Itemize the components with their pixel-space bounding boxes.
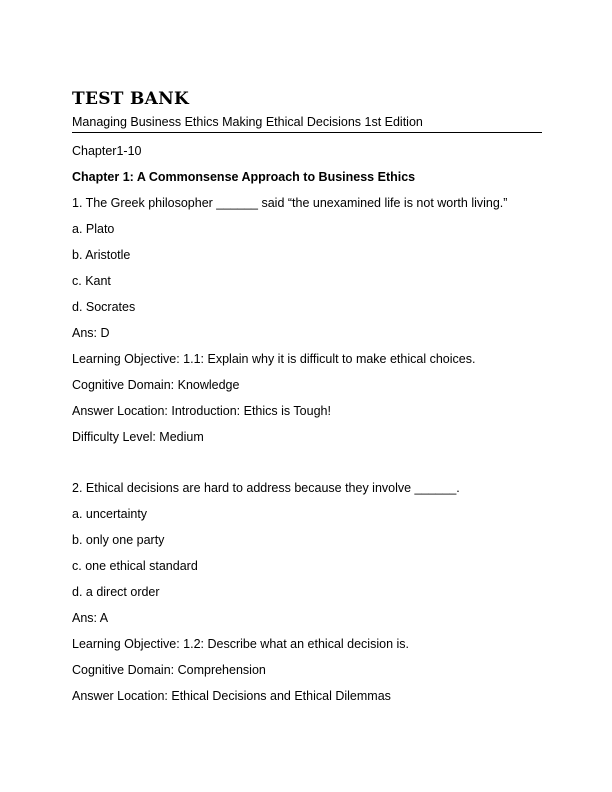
question-2-answer: Ans: A: [72, 611, 109, 625]
chapters-range: Chapter1-10: [72, 144, 142, 158]
document-subtitle: Managing Business Ethics Making Ethical Decisions 1st Edition: [72, 115, 423, 129]
question-2-option-a: a. uncertainty: [72, 507, 148, 521]
question-1-option-b: b. Aristotle: [72, 248, 131, 262]
question-1-option-d: d. Socrates: [72, 300, 136, 314]
question-1-answer: Ans: D: [72, 326, 110, 340]
question-1-option-c: c. Kant: [72, 274, 111, 288]
document-page: [72, 88, 542, 703]
question-2-answer-location: Answer Location: Ethical Decisions and Ethical Dilemmas: [72, 689, 391, 703]
chapter-heading: Chapter 1: A Commonsense Approach to Business Ethics: [72, 170, 416, 184]
title-rule: [72, 132, 542, 133]
question-1-option-a: a. Plato: [72, 222, 115, 236]
question-2-option-b: b. only one party: [72, 533, 165, 547]
question-2-learning-objective: Learning Objective: 1.2: Describe what an ethical decision is.: [72, 637, 409, 651]
question-1-learning-objective: Learning Objective: 1.1: Explain why it is difficult to make ethical choices.: [72, 352, 476, 366]
question-1-prompt: 1. The Greek philosopher ______ said “the unexamined life is not worth living.”: [72, 196, 508, 210]
question-2-cognitive-domain: Cognitive Domain: Comprehension: [72, 663, 266, 677]
question-2-prompt: 2. Ethical decisions are hard to address because they involve ______.: [72, 481, 460, 495]
document-title: TEST BANK: [72, 89, 190, 109]
question-1-cognitive-domain: Cognitive Domain: Knowledge: [72, 378, 240, 392]
question-1-difficulty: Difficulty Level: Medium: [72, 430, 204, 444]
question-2-option-c: c. one ethical standard: [72, 559, 198, 573]
question-1-answer-location: Answer Location: Introduction: Ethics is Tough!: [72, 404, 331, 418]
question-2-option-d: d. a direct order: [72, 585, 160, 599]
